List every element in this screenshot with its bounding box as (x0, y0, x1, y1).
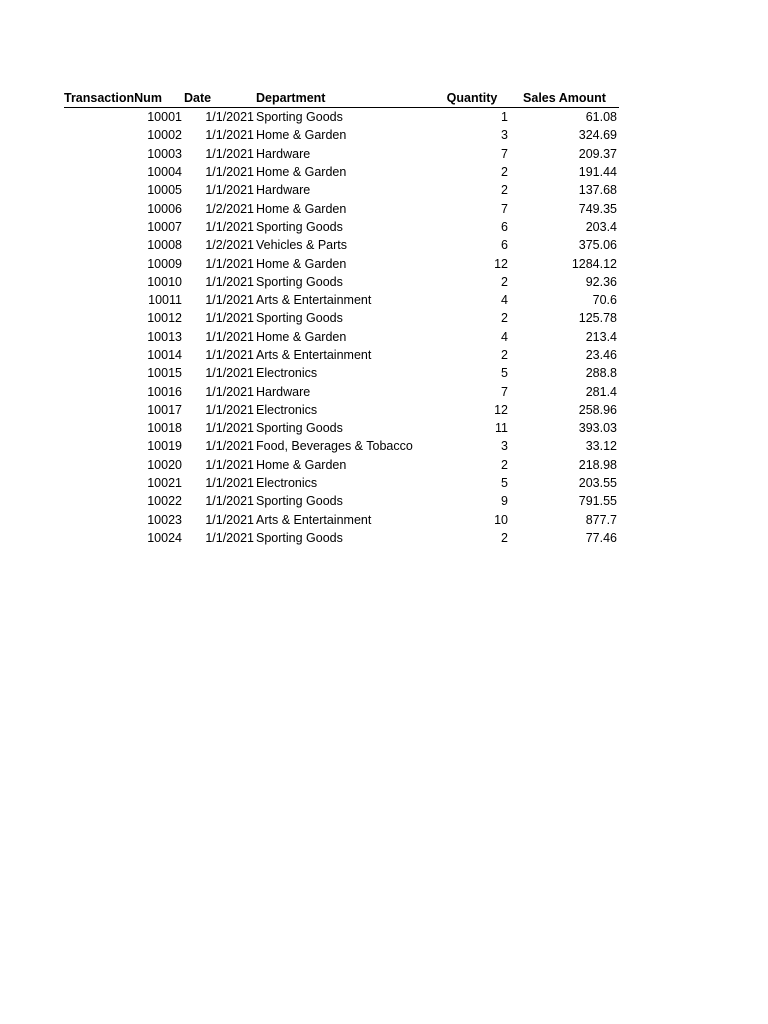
table-row (64, 328, 619, 346)
sales-amount-cell[interactable]: 70.6 (592, 293, 617, 308)
table-row (64, 218, 619, 236)
sales-amount-cell[interactable]: 281.4 (585, 384, 617, 399)
table-row (64, 346, 619, 364)
quantity-cell[interactable]: 3 (501, 439, 508, 454)
transaction-num-cell[interactable]: 10013 (147, 329, 182, 344)
table-row (64, 456, 619, 474)
sales-amount-cell[interactable]: 324.69 (578, 128, 617, 143)
sales-amount-cell[interactable]: 125.78 (578, 311, 617, 326)
quantity-cell[interactable]: 2 (501, 183, 508, 198)
quantity-cell[interactable]: 5 (501, 476, 508, 491)
department-cell[interactable]: Home & Garden (256, 201, 347, 216)
quantity-cell[interactable]: 7 (501, 384, 508, 399)
sales-amount-cell[interactable]: 191.44 (578, 165, 617, 180)
header-transaction-num[interactable]: TransactionNum (64, 90, 162, 105)
date-cell[interactable]: 1/1/2021 (205, 219, 254, 234)
transaction-num-cell[interactable]: 10006 (147, 201, 182, 216)
quantity-cell[interactable]: 6 (501, 238, 508, 253)
date-cell[interactable]: 1/1/2021 (205, 311, 254, 326)
transaction-num-cell[interactable]: 10003 (147, 146, 182, 161)
department-cell[interactable]: Hardware (256, 146, 311, 161)
quantity-cell[interactable]: 2 (501, 530, 508, 545)
date-cell[interactable]: 1/1/2021 (205, 476, 254, 491)
table-row (64, 199, 619, 217)
date-cell[interactable]: 1/1/2021 (205, 439, 254, 454)
transaction-num-cell[interactable]: 10007 (147, 219, 182, 234)
sales-amount-cell[interactable]: 137.68 (578, 183, 617, 198)
sales-amount-cell[interactable]: 218.98 (578, 457, 617, 472)
date-cell[interactable]: 1/1/2021 (205, 110, 254, 125)
quantity-cell[interactable]: 2 (501, 457, 508, 472)
department-cell[interactable]: Sporting Goods (256, 274, 343, 289)
sales-amount-cell[interactable]: 877.7 (585, 512, 617, 527)
table-row (64, 145, 619, 163)
transaction-num-cell[interactable]: 10023 (147, 512, 182, 527)
header-sales-amount[interactable]: Sales Amount (523, 90, 606, 105)
department-cell[interactable]: Arts & Entertainment (256, 512, 372, 527)
department-cell[interactable]: Sporting Goods (256, 494, 343, 509)
transaction-num-cell[interactable]: 10009 (147, 256, 182, 271)
department-cell[interactable]: Sporting Goods (256, 311, 343, 326)
header-row (64, 88, 619, 108)
sales-amount-cell[interactable]: 92.36 (585, 274, 617, 289)
date-cell[interactable]: 1/1/2021 (205, 512, 254, 527)
transaction-num-cell[interactable]: 10020 (147, 457, 182, 472)
department-cell[interactable]: Electronics (256, 402, 318, 417)
department-cell[interactable]: Home & Garden (256, 329, 347, 344)
department-cell[interactable]: Electronics (256, 476, 318, 491)
transaction-num-cell[interactable]: 10014 (147, 348, 182, 362)
table-row (64, 492, 619, 510)
transaction-num-cell[interactable]: 10016 (147, 384, 182, 399)
transaction-num-cell[interactable]: 10005 (147, 183, 182, 198)
transaction-num-cell[interactable]: 10024 (147, 530, 182, 545)
date-cell[interactable]: 1/1/2021 (205, 256, 254, 271)
quantity-cell[interactable]: 2 (501, 165, 508, 180)
table-row (64, 181, 619, 199)
department-cell[interactable]: Home & Garden (256, 256, 347, 271)
date-cell[interactable]: 1/2/2021 (205, 201, 254, 216)
table-row (64, 437, 619, 455)
department-cell[interactable]: Food, Beverages & Tobacco (256, 439, 413, 454)
sales-amount-cell[interactable]: 23.46 (585, 348, 617, 362)
department-cell[interactable]: Hardware (256, 384, 311, 399)
quantity-cell[interactable]: 5 (501, 366, 508, 381)
quantity-cell[interactable]: 11 (495, 421, 508, 436)
date-cell[interactable]: 1/1/2021 (205, 457, 254, 472)
date-cell[interactable]: 1/1/2021 (205, 293, 254, 308)
department-cell[interactable]: Home & Garden (256, 457, 347, 472)
table-row (64, 291, 619, 309)
table-row (64, 419, 619, 437)
table-row (64, 474, 619, 492)
table-row (64, 309, 619, 327)
date-cell[interactable]: 1/1/2021 (205, 402, 254, 417)
quantity-cell[interactable]: 10 (494, 512, 508, 527)
sales-amount-cell[interactable]: 203.55 (578, 476, 617, 491)
sales-amount-cell[interactable]: 33.12 (585, 439, 617, 454)
transaction-num-cell[interactable]: 10011 (148, 293, 182, 308)
sales-amount-cell[interactable]: 791.55 (578, 494, 617, 509)
department-cell[interactable]: Electronics (256, 366, 318, 381)
sales-amount-cell[interactable]: 203.4 (585, 219, 617, 234)
date-cell[interactable]: 1/1/2021 (205, 183, 254, 198)
table-row (64, 511, 619, 529)
sales-amount-cell[interactable]: 375.06 (578, 238, 617, 253)
sales-amount-cell[interactable]: 213.4 (585, 329, 617, 344)
sales-amount-cell[interactable]: 61.08 (585, 110, 617, 125)
date-cell[interactable]: 1/1/2021 (205, 146, 254, 161)
department-cell[interactable]: Vehicles & Parts (256, 238, 348, 253)
sales-amount-cell[interactable]: 77.46 (585, 530, 617, 545)
transaction-num-cell[interactable]: 10017 (147, 402, 182, 417)
sales-amount-cell[interactable]: 749.35 (578, 201, 617, 216)
date-cell[interactable]: 1/1/2021 (205, 530, 254, 545)
sales-amount-cell[interactable]: 288.8 (585, 366, 617, 381)
table-row (64, 529, 619, 547)
date-cell[interactable]: 1/1/2021 (205, 494, 254, 509)
quantity-cell[interactable]: 9 (501, 494, 508, 509)
table-row (64, 163, 619, 181)
table-body (64, 108, 619, 547)
department-cell[interactable]: Sporting Goods (256, 219, 343, 234)
quantity-cell[interactable]: 2 (501, 274, 508, 289)
date-cell[interactable]: 1/1/2021 (205, 274, 254, 289)
date-cell[interactable]: 1/1/2021 (205, 348, 254, 362)
department-cell[interactable]: Sporting Goods (256, 530, 343, 545)
quantity-cell[interactable]: 1 (501, 110, 508, 125)
date-cell[interactable]: 1/1/2021 (205, 128, 254, 143)
department-cell[interactable]: Hardware (256, 183, 311, 198)
table-row (64, 382, 619, 400)
transaction-num-cell[interactable]: 10001 (147, 110, 182, 125)
quantity-cell[interactable]: 2 (501, 311, 508, 326)
table-row (64, 254, 619, 272)
sales-amount-cell[interactable]: 393.03 (578, 421, 617, 436)
transaction-num-cell[interactable]: 10010 (147, 274, 182, 289)
transactions-table (64, 88, 619, 547)
sales-amount-cell[interactable]: 209.37 (578, 146, 617, 161)
transaction-num-cell[interactable]: 10015 (147, 366, 182, 381)
table-row (64, 236, 619, 254)
sales-amount-cell[interactable]: 1284.12 (571, 256, 617, 271)
transaction-num-cell[interactable]: 10021 (147, 476, 182, 491)
table-row (64, 108, 619, 126)
table-row (64, 273, 619, 291)
table-row (64, 364, 619, 382)
quantity-cell[interactable]: 6 (501, 219, 508, 234)
header-date[interactable]: Date (184, 90, 212, 105)
date-cell[interactable]: 1/1/2021 (205, 384, 254, 399)
transaction-num-cell[interactable]: 10019 (147, 439, 182, 454)
date-cell[interactable]: 1/1/2021 (205, 421, 254, 436)
quantity-cell[interactable]: 2 (501, 348, 508, 362)
transaction-num-cell[interactable]: 10022 (147, 494, 182, 509)
department-cell[interactable]: Home & Garden (256, 128, 347, 143)
quantity-cell[interactable]: 3 (501, 128, 508, 143)
date-cell[interactable]: 1/1/2021 (205, 329, 254, 344)
quantity-cell[interactable]: 4 (501, 329, 508, 344)
transaction-num-cell[interactable]: 10002 (147, 128, 182, 143)
table-row (64, 126, 619, 144)
department-cell[interactable]: Arts & Entertainment (256, 293, 372, 308)
department-cell[interactable]: Sporting Goods (256, 421, 343, 436)
table-row (64, 401, 619, 419)
transaction-num-cell[interactable]: 10008 (147, 238, 182, 253)
sales-amount-cell[interactable]: 258.96 (578, 402, 617, 417)
transaction-num-cell[interactable]: 10018 (147, 421, 182, 436)
department-cell[interactable]: Home & Garden (256, 165, 347, 180)
department-cell[interactable]: Sporting Goods (256, 110, 343, 125)
header-quantity[interactable]: Quantity (446, 90, 498, 105)
date-cell[interactable]: 1/1/2021 (205, 165, 254, 180)
quantity-cell[interactable]: 4 (501, 293, 508, 308)
transaction-num-cell[interactable]: 10012 (147, 311, 182, 326)
header-department[interactable]: Department (256, 90, 326, 105)
quantity-cell[interactable]: 12 (494, 256, 508, 271)
date-cell[interactable]: 1/1/2021 (205, 366, 254, 381)
quantity-cell[interactable]: 7 (501, 146, 508, 161)
quantity-cell[interactable]: 12 (494, 402, 508, 417)
quantity-cell[interactable]: 7 (501, 201, 508, 216)
transaction-num-cell[interactable]: 10004 (147, 165, 182, 180)
date-cell[interactable]: 1/2/2021 (205, 238, 254, 253)
department-cell[interactable]: Arts & Entertainment (256, 348, 372, 362)
